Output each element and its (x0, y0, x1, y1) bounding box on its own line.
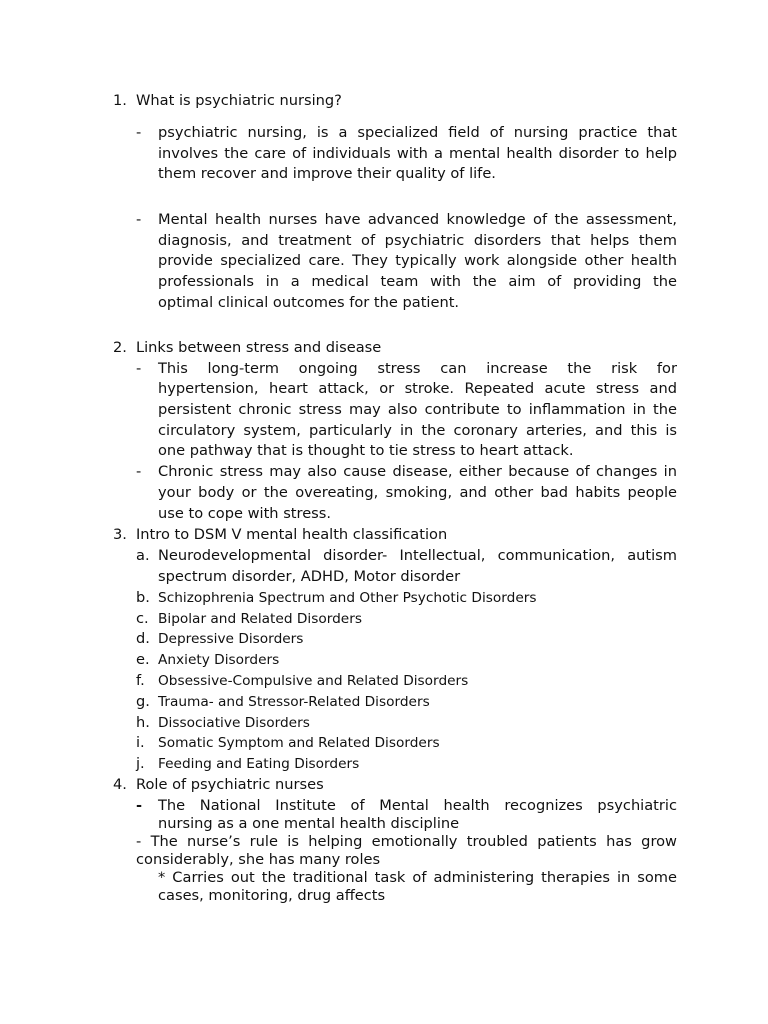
list-item: Bipolar and Related Disorders (158, 611, 362, 627)
paragraph-line: cases, monitoring, drug affects (158, 887, 386, 904)
paragraph-line: use to cope with stress. (158, 505, 332, 522)
bullet-marker: - (136, 797, 143, 814)
list-marker: g. (136, 693, 150, 710)
paragraph-line: This long-term ongoing stress can increase the risk for (158, 360, 677, 377)
bullet-marker: - (136, 360, 142, 377)
list-marker: a. (136, 547, 150, 564)
list-item: Somatic Symptom and Related Disorders (158, 735, 440, 751)
paragraph-line: provide specialized care. They typically work alongside other health (158, 252, 677, 269)
section-2-title: Links between stress and disease (136, 339, 382, 356)
section-1-title: What is psychiatric nursing? (136, 92, 342, 109)
paragraph-line: circulatory system, particularly in the coronary arteries, and this is (158, 422, 677, 439)
paragraph-line: considerably, she has many roles (136, 851, 381, 868)
list-marker: d. (136, 630, 150, 647)
section-3-title: Intro to DSM V mental health classification (136, 526, 448, 543)
section-4-title: Role of psychiatric nurses (136, 776, 324, 793)
bullet-marker: - (136, 211, 142, 228)
list-item: Anxiety Disorders (158, 652, 280, 668)
paragraph-line: persistent chronic stress may also contribute to inflammation in the (158, 401, 677, 418)
bullet-marker: - (136, 463, 142, 480)
list-item: Feeding and Eating Disorders (158, 756, 360, 772)
bullet-marker: - (136, 124, 142, 141)
paragraph-line: * Carries out the traditional task of administering therapies in some (158, 869, 677, 886)
paragraph-line: hypertension, heart attack, or stroke. Repeated acute stress and (158, 380, 677, 397)
section-4-number: 4. (113, 776, 127, 793)
list-item-line: spectrum disorder, ADHD, Motor disorder (158, 568, 461, 585)
paragraph-line: nursing as a one mental health discipline (158, 815, 460, 832)
paragraph-line: optimal clinical outcomes for the patient. (158, 294, 460, 311)
paragraph-line: The National Institute of Mental health recognizes psychiatric (158, 797, 677, 814)
paragraph-line: your body or the overeating, smoking, and other bad habits people (158, 484, 677, 501)
paragraph-line: - The nurse’s rule is helping emotionally troubled patients has grow (136, 833, 677, 850)
list-marker: j. (136, 755, 145, 772)
list-item: Schizophrenia Spectrum and Other Psychotic Disorders (158, 590, 537, 606)
list-item: Depressive Disorders (158, 631, 304, 647)
list-marker: i. (136, 734, 145, 751)
paragraph-line: Chronic stress may also cause disease, either because of changes in (158, 463, 677, 480)
list-marker: h. (136, 714, 150, 731)
paragraph-line: involves the care of individuals with a mental health disorder to help (158, 145, 677, 162)
paragraph-line: psychiatric nursing, is a specialized field of nursing practice that (158, 124, 677, 141)
list-marker: f. (136, 672, 145, 689)
list-item: Obsessive-Compulsive and Related Disorders (158, 673, 469, 689)
list-marker: e. (136, 651, 150, 668)
paragraph-line: Mental health nurses have advanced knowledge of the assessment, (158, 211, 677, 228)
list-marker: b. (136, 589, 150, 606)
paragraph-line: one pathway that is thought to tie stress to heart attack. (158, 442, 574, 459)
section-3-number: 3. (113, 526, 127, 543)
list-item: Trauma- and Stressor-Related Disorders (158, 694, 430, 710)
paragraph-line: diagnosis, and treatment of psychiatric disorders that helps them (158, 232, 677, 249)
list-item-line: Neurodevelopmental disorder- Intellectual, communication, autism (158, 547, 677, 564)
list-marker: c. (136, 610, 149, 627)
paragraph-line: them recover and improve their quality of life. (158, 165, 496, 182)
list-item: Dissociative Disorders (158, 715, 310, 731)
paragraph-line: professionals in a medical team with the aim of providing the (158, 273, 677, 290)
section-2-number: 2. (113, 339, 127, 356)
section-1-number: 1. (113, 92, 127, 109)
